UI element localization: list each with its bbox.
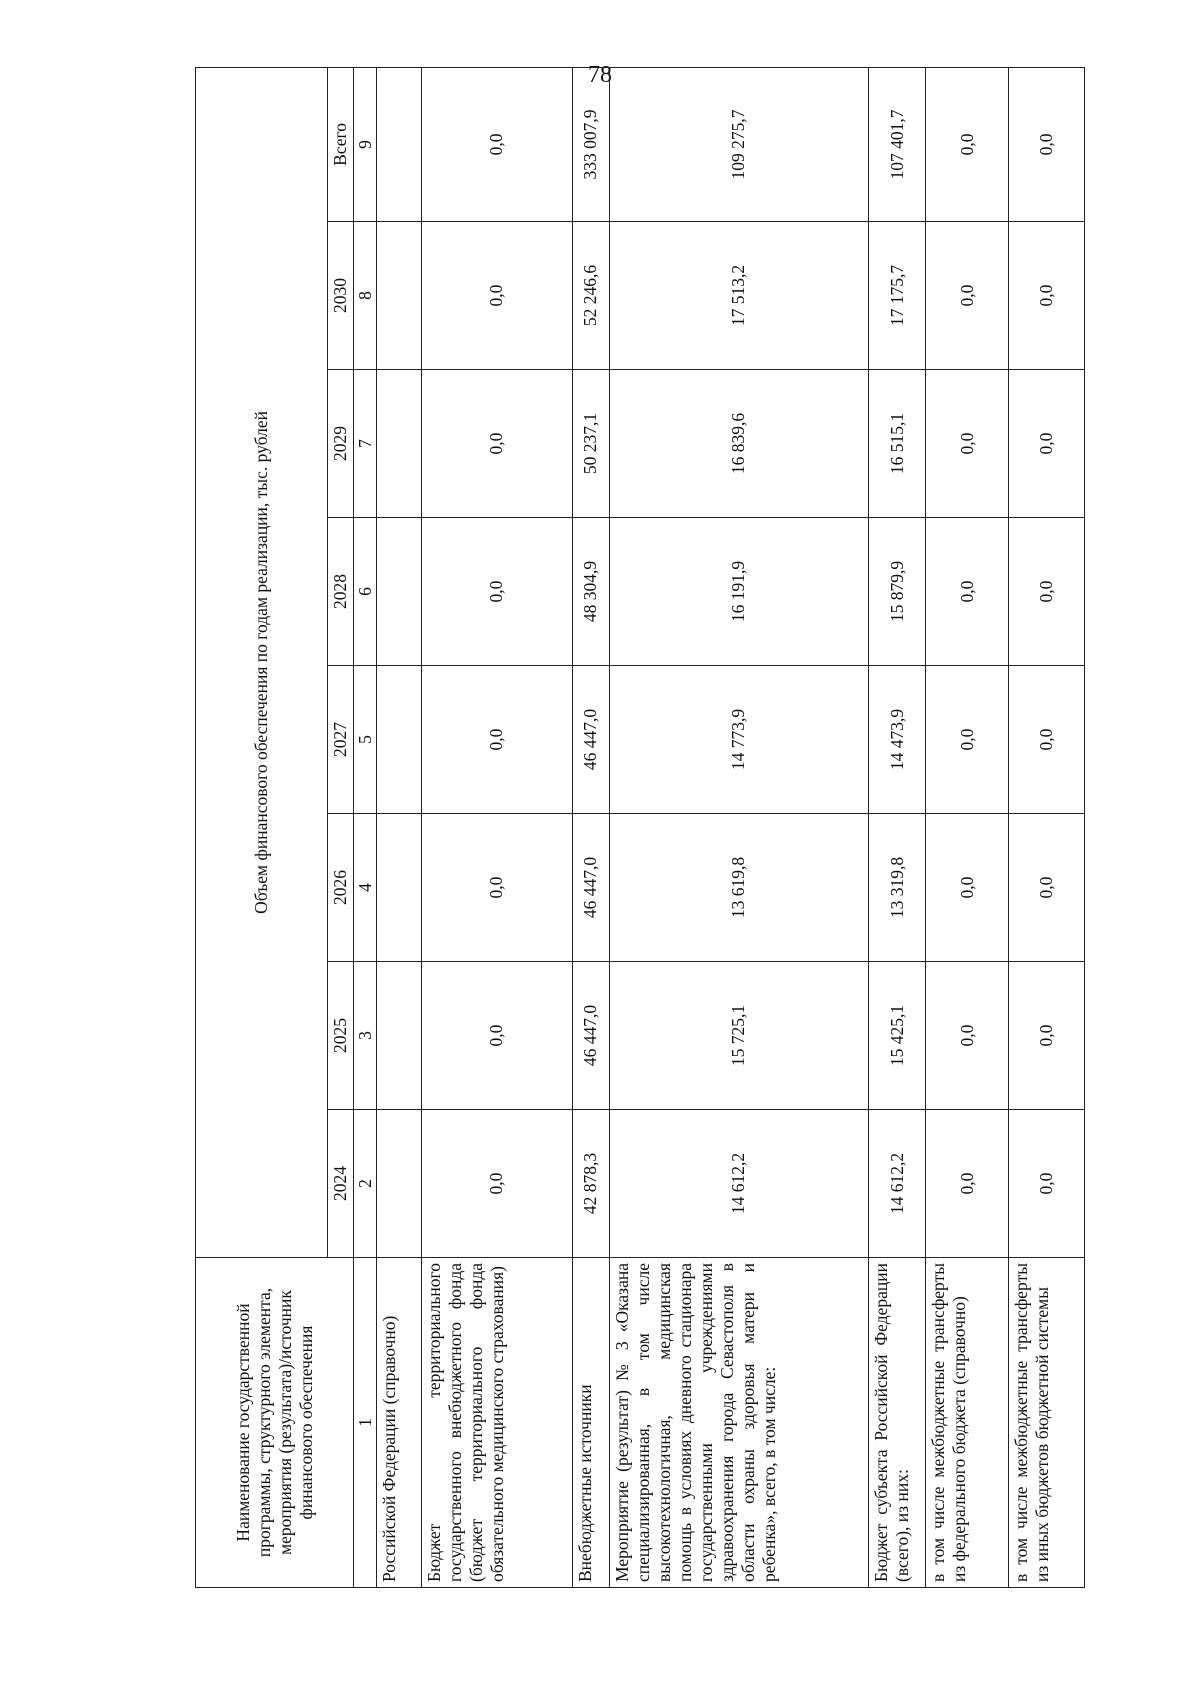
volume-column-header: Объем финансового обеспечения по годам реализации, тыс. рублей <box>196 67 328 1257</box>
cell-value: 0,0 <box>422 518 572 666</box>
cell-value: 14 473,9 <box>868 666 926 814</box>
cell-value: 17 513,2 <box>609 222 868 370</box>
cell-value: 0,0 <box>926 814 1008 962</box>
year-header: 2027 <box>327 666 354 814</box>
cell-value: 16 515,1 <box>868 370 926 518</box>
cell-value: 0,0 <box>1008 67 1084 221</box>
cell-value: 48 304,9 <box>572 518 609 666</box>
cell-value: 0,0 <box>1008 518 1084 666</box>
cell-value: 0,0 <box>422 1110 572 1258</box>
table-row <box>926 67 1008 1587</box>
cell-value: 16 191,9 <box>609 518 868 666</box>
rotated-table-container <box>195 109 1085 1588</box>
cell-value: 46 447,0 <box>572 814 609 962</box>
cell-value: 0,0 <box>926 222 1008 370</box>
cell-value: 0,0 <box>926 962 1008 1110</box>
cell-value: 17 175,7 <box>868 222 926 370</box>
page-number: 78 <box>588 62 612 88</box>
cell-value: 52 246,6 <box>572 222 609 370</box>
row-name: в том числе межбюджетные трансферты из иных бюджетов бюджетной системы <box>1008 1258 1084 1588</box>
cell-value: 333 007,9 <box>572 67 609 221</box>
cell-value: 0,0 <box>1008 962 1084 1110</box>
column-number: 7 <box>354 370 377 518</box>
cell-value <box>377 666 422 814</box>
cell-value: 13 319,8 <box>868 814 926 962</box>
cell-value: 109 275,7 <box>609 67 868 221</box>
cell-value: 0,0 <box>926 518 1008 666</box>
column-number-row <box>354 67 377 1587</box>
cell-value: 0,0 <box>422 814 572 962</box>
cell-value <box>377 962 422 1110</box>
row-name: Бюджет территориального государственного внебюджетного фонда (бюджет территориального фонда обязательного медицинского страхования) <box>422 1258 572 1588</box>
column-number: 6 <box>354 518 377 666</box>
table-row <box>1008 67 1084 1587</box>
cell-value: 0,0 <box>1008 370 1084 518</box>
column-number: 1 <box>354 1258 377 1588</box>
cell-value: 14 612,2 <box>609 1110 868 1258</box>
cell-value: 107 401,7 <box>868 67 926 221</box>
cell-value: 16 839,6 <box>609 370 868 518</box>
cell-value: 0,0 <box>1008 666 1084 814</box>
cell-value: 13 619,8 <box>609 814 868 962</box>
cell-value <box>377 518 422 666</box>
cell-value: 0,0 <box>422 666 572 814</box>
column-number: 9 <box>354 67 377 221</box>
cell-value: 0,0 <box>1008 222 1084 370</box>
table-row <box>377 67 422 1587</box>
cell-value: 0,0 <box>926 67 1008 221</box>
year-header: 2029 <box>327 370 354 518</box>
cell-value: 46 447,0 <box>572 666 609 814</box>
row-name: в том числе межбюджетные трансферты из федерального бюджета (справочно) <box>926 1258 1008 1588</box>
column-number: 2 <box>354 1110 377 1258</box>
total-header: Всего <box>327 67 354 221</box>
cell-value <box>377 67 422 221</box>
cell-value: 0,0 <box>926 666 1008 814</box>
table-row <box>609 67 868 1587</box>
table-row <box>572 67 609 1587</box>
cell-value: 15 725,1 <box>609 962 868 1110</box>
year-header: 2025 <box>327 962 354 1110</box>
row-name: Бюджет субъекта Российской Федерации (всего), из них: <box>868 1258 926 1588</box>
cell-value: 0,0 <box>422 222 572 370</box>
cell-value: 15 879,9 <box>868 518 926 666</box>
cell-value: 0,0 <box>1008 814 1084 962</box>
cell-value: 0,0 <box>926 1110 1008 1258</box>
column-number: 8 <box>354 222 377 370</box>
cell-value: 15 425,1 <box>868 962 926 1110</box>
row-name: Российской Федерации (справочно) <box>377 1258 422 1588</box>
year-header: 2028 <box>327 518 354 666</box>
cell-value: 0,0 <box>422 67 572 221</box>
cell-value <box>377 1110 422 1258</box>
column-number: 5 <box>354 666 377 814</box>
table-row <box>868 67 926 1587</box>
cell-value: 46 447,0 <box>572 962 609 1110</box>
cell-value <box>377 370 422 518</box>
header-row-1 <box>196 67 328 1587</box>
column-number: 3 <box>354 962 377 1110</box>
cell-value <box>377 222 422 370</box>
row-name: Мероприятие (результат) № 3 «Оказана специализированная, в том числе высокотехнологичная, медицинская помощь в условиях дневного стационара государственными учреждениями здравоохранения города Севастополя в области охраны здоровья матери и ребенка», всего, в том числе: <box>609 1258 868 1588</box>
cell-value: 0,0 <box>422 962 572 1110</box>
cell-value: 0,0 <box>422 370 572 518</box>
name-column-header: Наименование государственной программы, структурного элемента, мероприятия (результата)/источник финансового обеспечения <box>196 1258 354 1588</box>
row-name: Внебюджетные источники <box>572 1258 609 1588</box>
year-header: 2024 <box>327 1110 354 1258</box>
cell-value: 14 612,2 <box>868 1110 926 1258</box>
cell-value: 42 878,3 <box>572 1110 609 1258</box>
funding-table <box>195 67 1085 1588</box>
year-header: 2030 <box>327 222 354 370</box>
cell-value: 0,0 <box>1008 1110 1084 1258</box>
cell-value: 50 237,1 <box>572 370 609 518</box>
cell-value: 14 773,9 <box>609 666 868 814</box>
cell-value: 0,0 <box>926 370 1008 518</box>
year-header: 2026 <box>327 814 354 962</box>
table-row <box>422 67 572 1587</box>
cell-value <box>377 814 422 962</box>
column-number: 4 <box>354 814 377 962</box>
